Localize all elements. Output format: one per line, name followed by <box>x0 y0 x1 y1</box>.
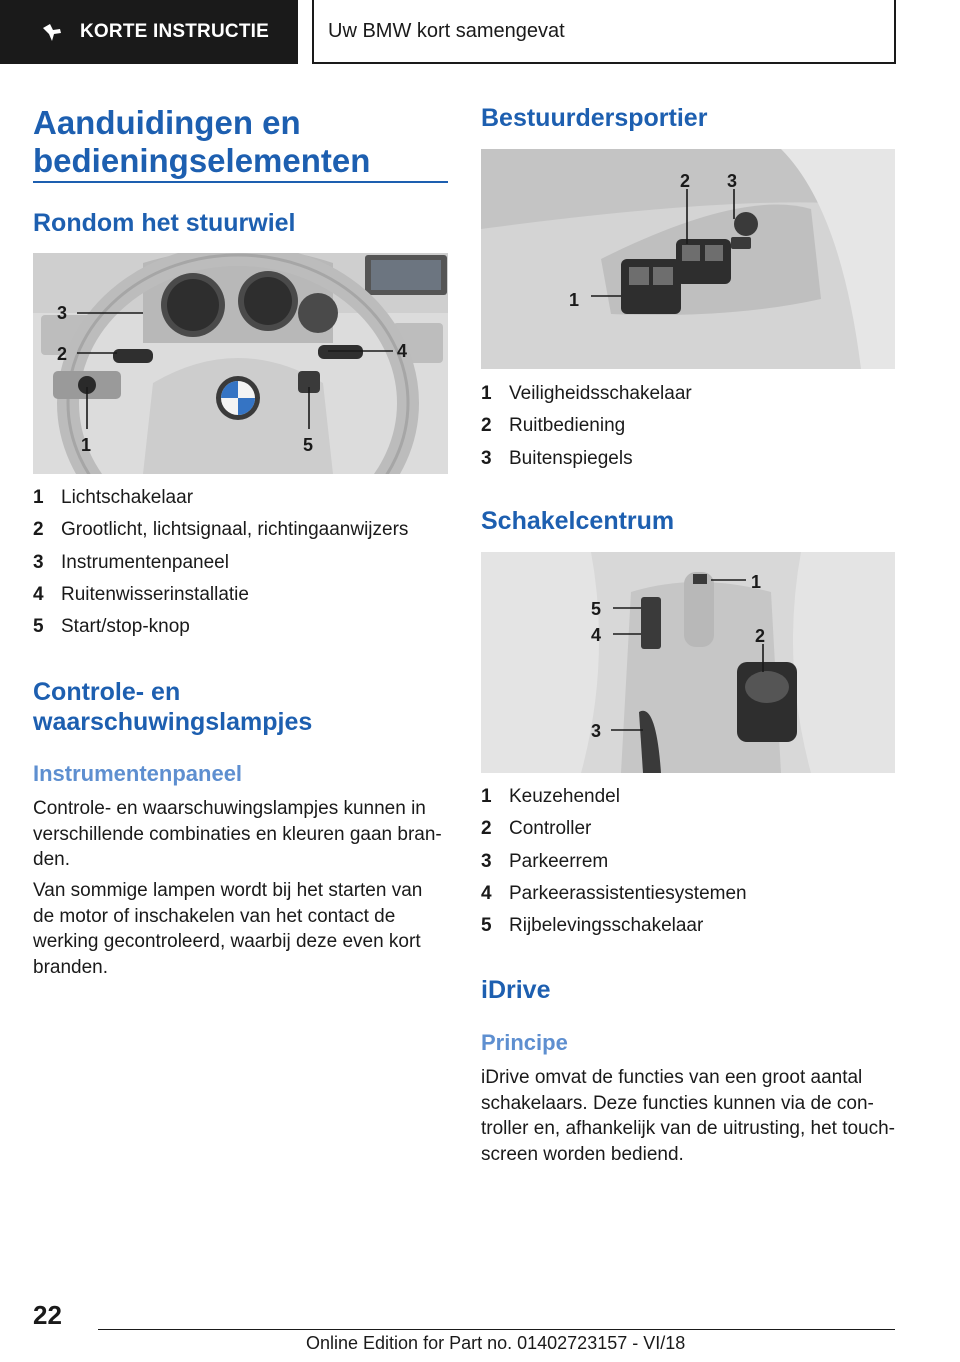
list-item: 3 Instrumentenpaneel <box>33 551 229 573</box>
console-legend <box>481 781 896 942</box>
edition-note: Online Edition for Part no. 01402723157 - VI/18 <box>306 1333 686 1353</box>
door-legend <box>481 378 896 475</box>
list-item: 5 Rijbelevingsschakelaar <box>481 915 704 937</box>
list-item: 2 Ruitbediening <box>481 415 626 437</box>
console-callout: 2 <box>755 626 766 646</box>
list-item: 3 Parkeerrem <box>481 850 609 872</box>
steering-legend <box>33 482 448 643</box>
steering-callout: 4 <box>397 341 408 361</box>
warning-paragraph-1: Controle- en waarschuwingslampjes kunnen in verschillende combinaties en kleuren gaan bran‐ den. <box>33 798 442 870</box>
list-item: 3 Buitenspiegels <box>481 447 633 469</box>
console-callout: 5 <box>591 599 602 619</box>
steering-heading: Rondom het stuurwiel <box>33 209 296 237</box>
principe-subheading: Principe <box>481 1030 568 1055</box>
list-item: 1 Lichtschakelaar <box>33 487 194 509</box>
list-item: 4 Parkeerassistentiesystemen <box>481 883 747 905</box>
page-number: 22 <box>33 1300 62 1330</box>
chapter-title: Uw BMW kort samengevat <box>312 0 896 64</box>
list-item: 5 Start/stop-knop <box>33 616 190 638</box>
console-callout: 3 <box>591 721 602 741</box>
instrument-subheading: Instrumentenpaneel <box>33 761 243 786</box>
list-item: 2 Controller <box>481 818 592 840</box>
console-callout: 4 <box>591 625 602 645</box>
door-figure <box>481 149 895 369</box>
footer-rule <box>98 1329 895 1330</box>
door-callout: 3 <box>727 171 738 191</box>
warning-paragraph-2: Van sommige lampen wordt bij het starten van de motor of inschakelen van het contact de werking gecontroleerd, waarbij deze even kort branden. <box>33 880 423 978</box>
quick-reference-icon <box>40 20 64 44</box>
section-tab[interactable] <box>0 0 298 64</box>
door-callout: 1 <box>569 290 580 310</box>
idrive-heading: iDrive <box>481 976 551 1004</box>
section-label: KORTE INSTRUCTIE <box>80 21 269 42</box>
list-item: 1 Keuzehendel <box>481 786 620 808</box>
steering-wheel-figure <box>33 253 448 474</box>
heading-rule <box>33 181 448 183</box>
steering-callout: 2 <box>57 344 68 364</box>
list-item: 1 Veiligheidsschakelaar <box>481 383 692 405</box>
door-heading: Bestuurdersportier <box>481 104 708 132</box>
list-item: 2 Grootlicht, lichtsignaal, richtingaanwijzers <box>33 519 409 541</box>
page-heading: Aanduidingen en bedieningselementen <box>33 104 371 179</box>
console-figure <box>481 552 895 773</box>
steering-callout: 1 <box>81 435 92 455</box>
steering-callout: 3 <box>57 303 68 323</box>
door-callout: 2 <box>680 171 691 191</box>
warning-heading: Controle- en waarschuwingslampjes <box>33 678 313 736</box>
list-item: 4 Ruitenwisserinstallatie <box>33 584 249 606</box>
steering-callout: 5 <box>303 435 314 455</box>
idrive-paragraph: iDrive omvat de functies van een groot aantal schakelaars. Deze functies kunnen via de con‐ troller en, afhankelijk van de uitrusting, het touch‐ screen worden bediend. <box>481 1067 896 1165</box>
console-callout: 1 <box>751 572 762 592</box>
console-heading: Schakelcentrum <box>481 507 675 535</box>
